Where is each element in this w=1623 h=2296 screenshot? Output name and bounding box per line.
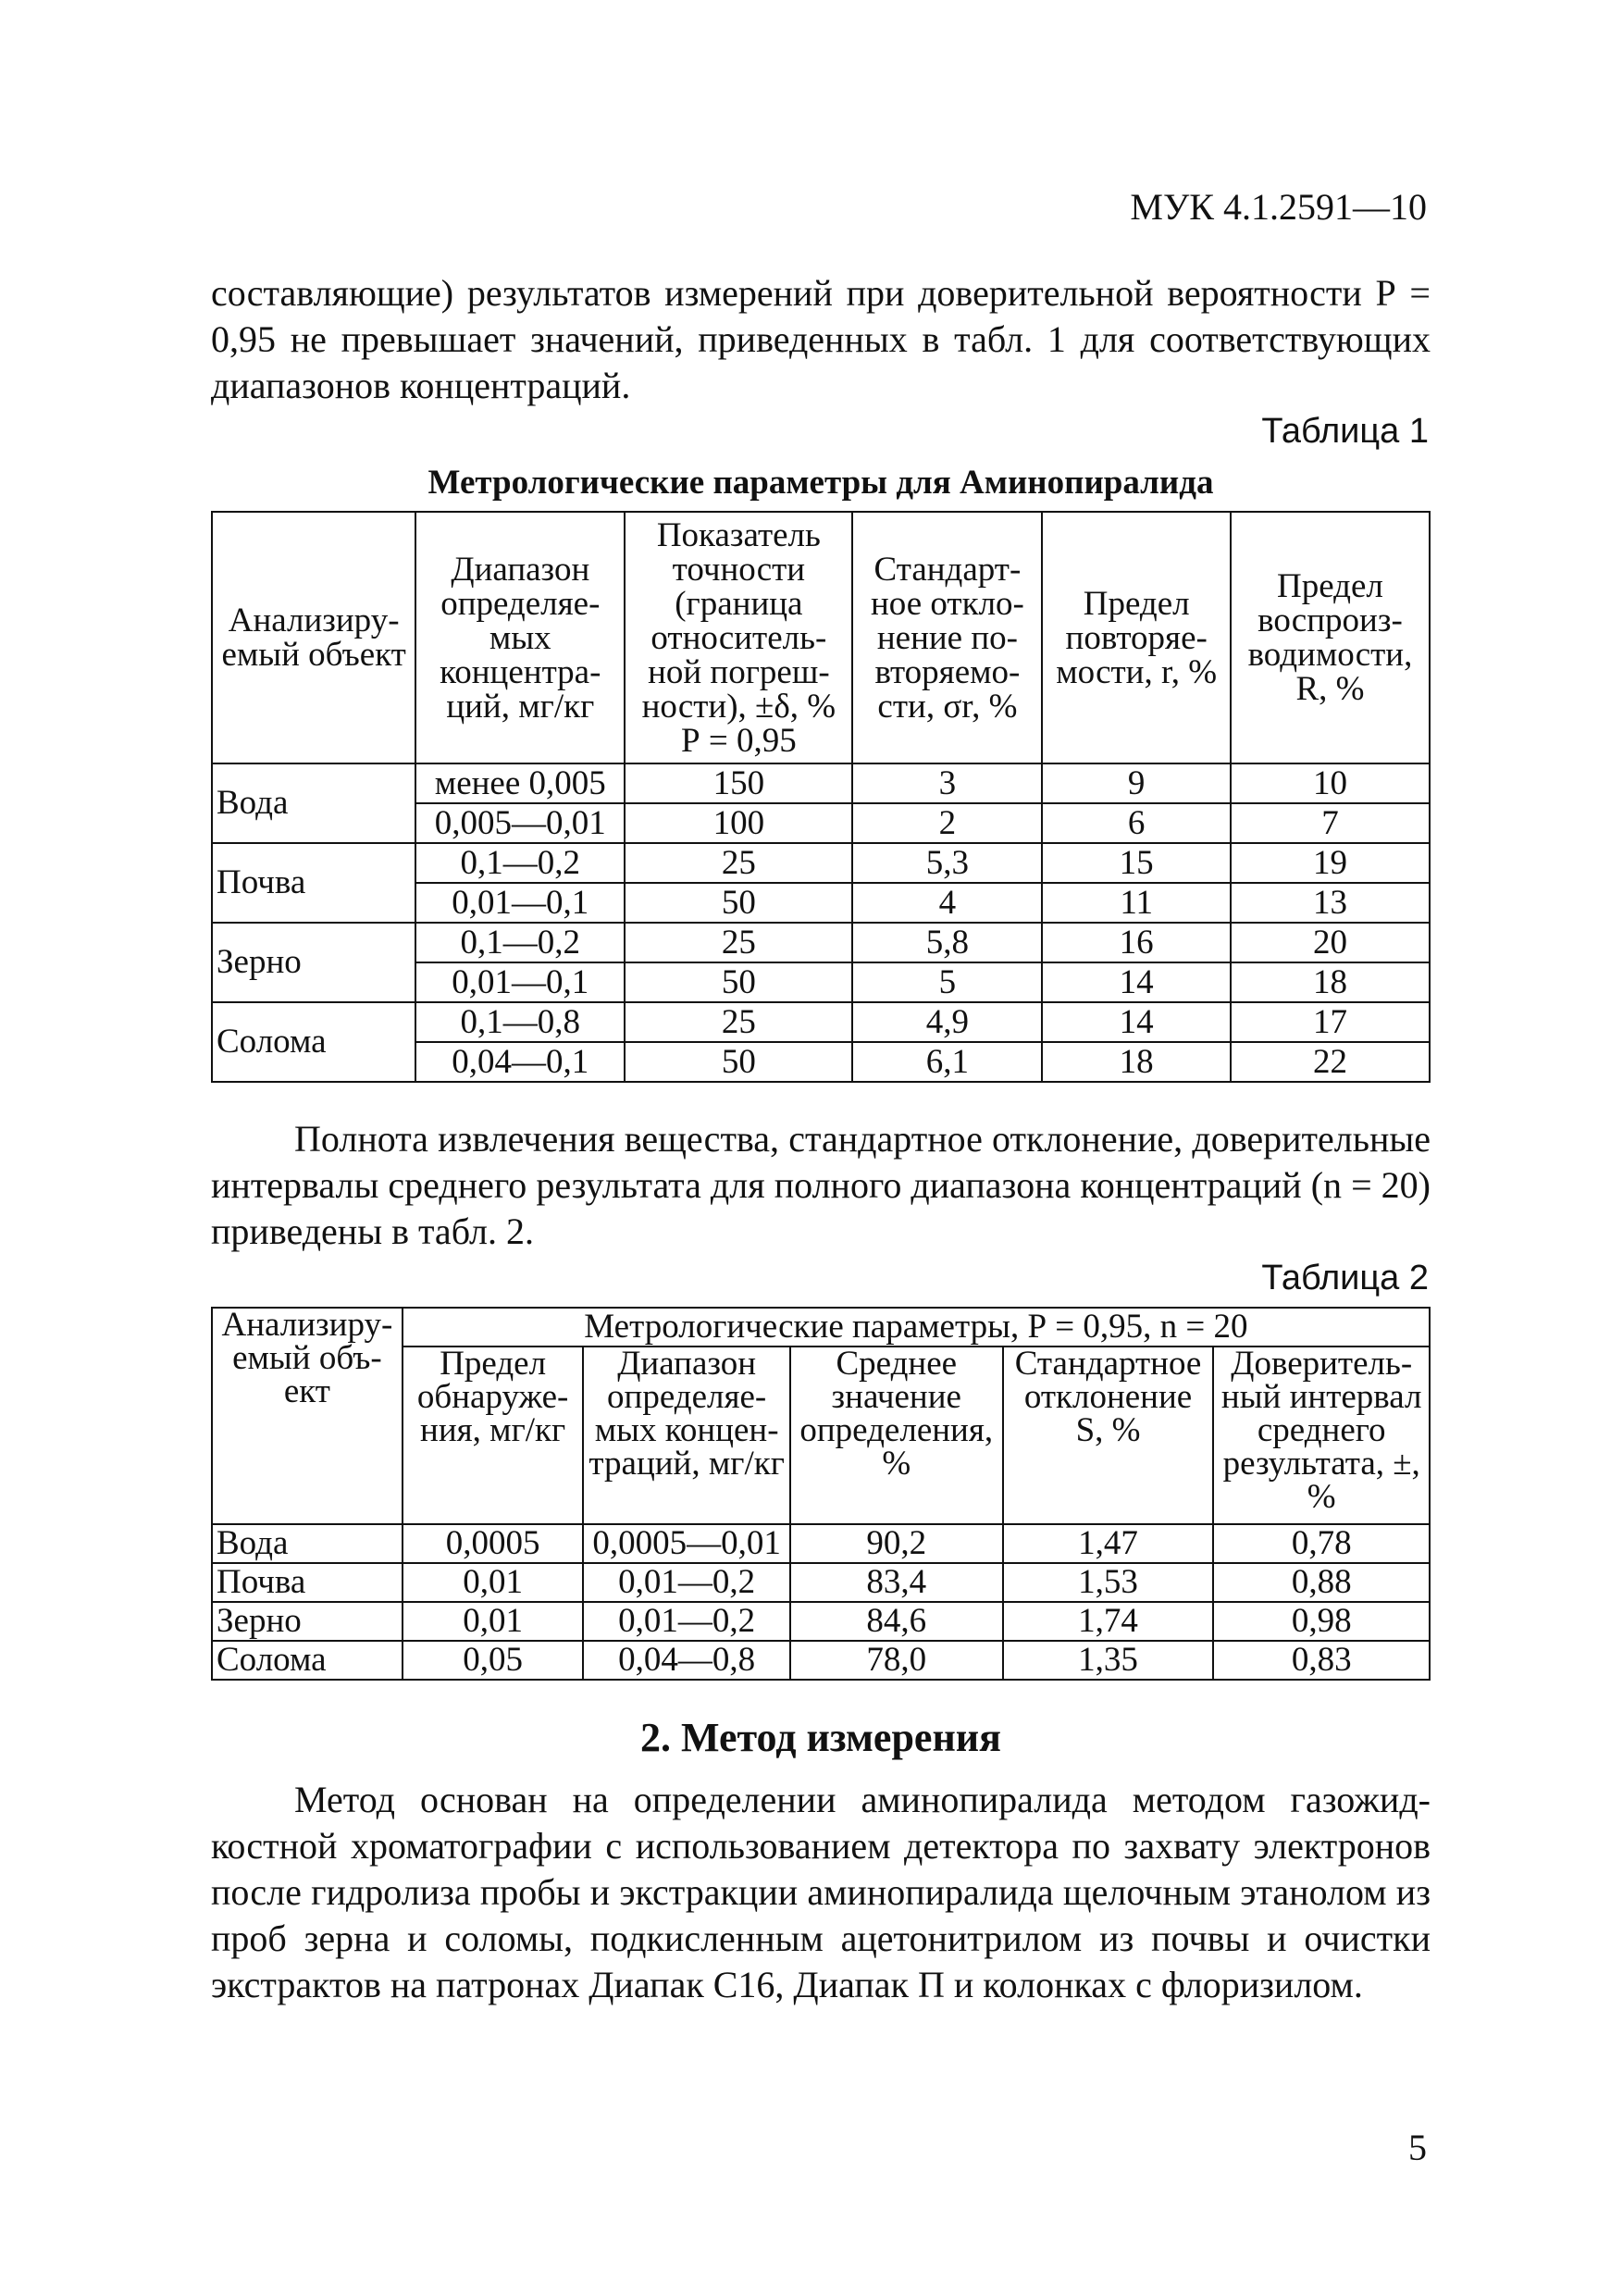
table2-header-cell: Стандартное отклонение S, % <box>1003 1347 1214 1524</box>
table-cell: 1,35 <box>1003 1641 1214 1680</box>
table-cell: 0,01 <box>403 1563 584 1602</box>
table-cell: 4 <box>852 883 1042 923</box>
table-cell: 2 <box>852 803 1042 843</box>
table-row <box>212 1563 1430 1602</box>
table-cell: 0,98 <box>1213 1602 1430 1641</box>
table1-label: Таблица 1 <box>1261 412 1429 451</box>
table1-object-cell: Зерно <box>212 923 415 1002</box>
table-cell: 0,05 <box>403 1641 584 1680</box>
table2-header-cell: Доверительный интервал среднего результата, ±, % <box>1213 1347 1430 1524</box>
table-cell: 5,3 <box>852 843 1042 883</box>
table-cell: 4,9 <box>852 1002 1042 1042</box>
table-cell: 3 <box>852 763 1042 803</box>
table-cell: 18 <box>1231 962 1430 1002</box>
table1-header-cell: Анализируемый объект <box>212 512 415 763</box>
table-cell: 25 <box>625 923 852 962</box>
table1-object-cell: Почва <box>212 843 415 923</box>
table-row <box>212 1002 1430 1042</box>
table-row <box>212 923 1430 962</box>
table-cell: 13 <box>1231 883 1430 923</box>
table2-object-cell: Зерно <box>212 1602 403 1641</box>
table2-header-cell: Диапазон определяемых концентраций, мг/кг <box>583 1347 789 1524</box>
table1-header-row <box>212 512 1430 763</box>
table-cell: 25 <box>625 1002 852 1042</box>
table-cell: 14 <box>1042 962 1230 1002</box>
table-row <box>212 763 1430 803</box>
table-cell: 16 <box>1042 923 1230 962</box>
table-cell: 5,8 <box>852 923 1042 962</box>
section-heading: 2. Метод измерения <box>640 1715 1001 1760</box>
table1-header-cell: Предел повторяемости, r, % <box>1042 512 1230 763</box>
table-cell: 0,01—0,2 <box>583 1563 789 1602</box>
table-cell: 11 <box>1042 883 1230 923</box>
table-cell: 25 <box>625 843 852 883</box>
table1-object-cell: Солома <box>212 1002 415 1082</box>
table-cell: 14 <box>1042 1002 1230 1042</box>
table-cell: 78,0 <box>790 1641 1003 1680</box>
table-cell: 0,78 <box>1213 1524 1430 1563</box>
table2-header-cell: Предел обнаружения, мг/кг <box>403 1347 584 1524</box>
table-cell: 6 <box>1042 803 1230 843</box>
table-cell: 5 <box>852 962 1042 1002</box>
table1-header-cell: Диапазон определяемых концентраций, мг/кг <box>415 512 625 763</box>
table-row <box>212 843 1430 883</box>
table1-header-cell: Предел воспроизводимости, R, % <box>1231 512 1430 763</box>
table1-object-cell: Вода <box>212 763 415 843</box>
table-cell: 1,47 <box>1003 1524 1214 1563</box>
table-cell: 7 <box>1231 803 1430 843</box>
table-cell: 0,88 <box>1213 1563 1430 1602</box>
table-cell: 90,2 <box>790 1524 1003 1563</box>
table2-object-header: Анализируемый объект <box>212 1308 403 1524</box>
table-cell: 100 <box>625 803 852 843</box>
table-cell: 0,04—0,8 <box>583 1641 789 1680</box>
table2-object-cell: Вода <box>212 1524 403 1563</box>
table2-header-cell: Среднее значение определения, % <box>790 1347 1003 1524</box>
table-cell: 0,1—0,8 <box>415 1002 625 1042</box>
table-cell: 0,83 <box>1213 1641 1430 1680</box>
table-cell: 0,005—0,01 <box>415 803 625 843</box>
table2-header-row <box>212 1308 1430 1347</box>
table1-title: Метрологические параметры для Аминопиралида <box>427 464 1214 502</box>
table-cell: 20 <box>1231 923 1430 962</box>
middle-paragraph: Полнота извлечения вещества, стандартное отклонение, доверительные интервалы среднего результата для полного диапазона концентраций (n = 20) приведены в табл. 2. <box>211 1118 1431 1252</box>
table-cell: 6,1 <box>852 1042 1042 1082</box>
table-cell: 0,01—0,1 <box>415 883 625 923</box>
table-cell: 22 <box>1231 1042 1430 1082</box>
table-cell: 50 <box>625 1042 852 1082</box>
table-cell: 0,01 <box>403 1602 584 1641</box>
method-paragraph: Метод основан на определении аминопиралида методом газожидкостной хроматографии с использованием детектора по захвату электронов после гидролиза пробы и экстракции аминопиралида щелочным этанолом из проб зерна и соломы, подкисленным ацетонитрилом из почвы и очистки экстрактов на патронах Диапак С16, Диапак П и колонках с флоризилом. <box>211 1779 1431 2005</box>
table-cell: 0,1—0,2 <box>415 843 625 883</box>
table-row <box>212 1524 1430 1563</box>
table-cell: 0,01—0,1 <box>415 962 625 1002</box>
table-row <box>212 1602 1430 1641</box>
table2-object-cell: Солома <box>212 1641 403 1680</box>
table-cell: 0,1—0,2 <box>415 923 625 962</box>
table-cell: 1,74 <box>1003 1602 1214 1641</box>
table-cell: 50 <box>625 962 852 1002</box>
table-cell: менее 0,005 <box>415 763 625 803</box>
table-cell: 150 <box>625 763 852 803</box>
table-cell: 15 <box>1042 843 1230 883</box>
table-cell: 9 <box>1042 763 1230 803</box>
table-cell: 19 <box>1231 843 1430 883</box>
table-row <box>212 1641 1430 1680</box>
table-cell: 10 <box>1231 763 1430 803</box>
table-cell: 83,4 <box>790 1563 1003 1602</box>
table2-object-cell: Почва <box>212 1563 403 1602</box>
table-cell: 0,01—0,2 <box>583 1602 789 1641</box>
table-cell: 0,04—0,1 <box>415 1042 625 1082</box>
table1-header-cell: Стандартное отклонение повторяемости, σr, % <box>852 512 1042 763</box>
table2-span-header: Метрологические параметры, Р = 0,95, n = 20 <box>403 1308 1430 1347</box>
table-cell: 50 <box>625 883 852 923</box>
table-cell: 17 <box>1231 1002 1430 1042</box>
metrology-table-1 <box>211 511 1431 1083</box>
page-number: 5 <box>1408 2127 1427 2168</box>
metrology-table-2 <box>211 1307 1431 1681</box>
table1-header-cell: Показатель точности (граница относительной погрешности), ±δ, % Р = 0,95 <box>625 512 852 763</box>
table-cell: 18 <box>1042 1042 1230 1082</box>
table-cell: 0,0005—0,01 <box>583 1524 789 1563</box>
table-cell: 1,53 <box>1003 1563 1214 1602</box>
table-cell: 0,0005 <box>403 1524 584 1563</box>
table-cell: 84,6 <box>790 1602 1003 1641</box>
document-code: МУК 4.1.2591—10 <box>1130 186 1427 228</box>
intro-paragraph: составляющие) результатов измерений при доверительной вероятности Р = 0,95 не превышает значений, приведенных в табл. 1 для соответствующих диапазонов концентраций. <box>211 272 1431 406</box>
table2-label: Таблица 2 <box>1261 1259 1429 1297</box>
